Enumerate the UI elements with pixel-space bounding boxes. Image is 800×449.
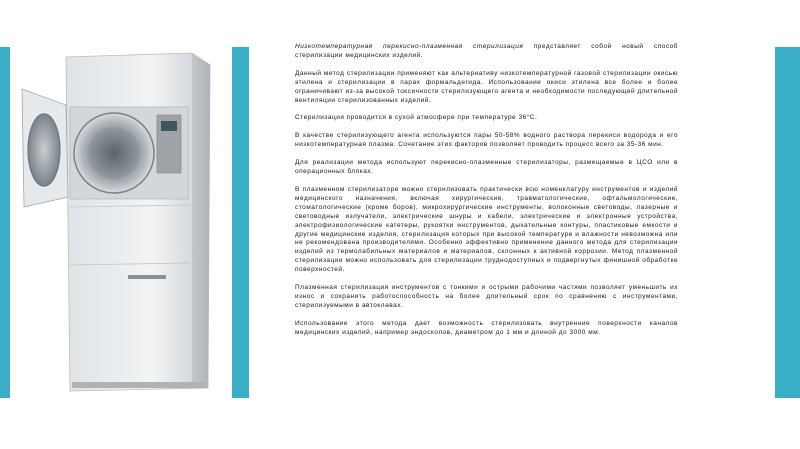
paragraph-8: Использование этого метода дает возможность стерилизовать внутренние поверхности каналов медицинских изделий, например эндоскопов, диаметром до 1 мм и длиной до 3000 мм. xyxy=(295,319,678,336)
paragraph-1-italic: Низкотемпературная перекисно-плазменная стерилизация xyxy=(295,43,524,50)
paragraph-1-rest: представляет собой новый способ стерилизации медицинских изделий. xyxy=(295,43,678,59)
paragraph-6: В плазменном стерилизаторе можно стерилизовать практически всю номенклатуру инструментов и изделий медицинского назначения, включая хирургические, травматологические, офтальмологические, стоматологические (кроме боров), микрохирургические инструменты, волоконные световоды, лазерные и световодные излучатели, электрические шнуры и кабели, электрические и электронные устройства, электрофизиологические катетеры, рукоятки инструментов, дыхательные контуры, пластиковые емкости и другие медицинские изделия, стерилизация которых при высокой температуре и влажности невозможна или не рекомендована производителями. Особенно эффективно применение данного метода для стерилизации изделий из термолабильных материалов и материалов, склонных к активной коррозии. Метод плазменной стерилизации можно использовать для стерилизации труднодоступных и подвергнутых финишной обработке поверхностей. xyxy=(295,185,678,274)
sterilizer-photo xyxy=(10,47,232,398)
article-text xyxy=(295,43,678,347)
paragraph-4: В качестве стерилизующего агента используются пары 50-58% водного раствора перекиси водорода и его низкотемпературная плазма. Сочетание этих факторов позволяет проводить процесс всего за 35-36 мин. xyxy=(295,132,678,149)
paragraph-2: Данный метод стерилизации применяют как альтернативу низкотемпературной газовой стерилизации окисью этилена и стерилизации в парах формальдегида. Использование окиси этилена все более и более ограничивают из-за высокой токсичности стерилизующего агента и необходимости последующей длительной вентиляции стерилизованных изделий. xyxy=(295,69,678,104)
right-accent-band xyxy=(775,47,800,398)
paragraph-3: Стерилизация проводится в сухой атмосфере при температуре 36°С. xyxy=(295,114,538,122)
paragraph-5: Для реализации метода используют перекисно-плазменные стерилизаторы, размещаемые в ЦСО или в операционных блоках. xyxy=(295,159,678,176)
paragraph-7: Плазменная стерилизация инструментов с тонкими и острыми рабочими частями позволяет уменьшить их износ и сохранить работоспособность на более длительный срок по сравнению с инструментами, стерилизуемыми в автоклавах. xyxy=(295,284,678,309)
paragraph-1 xyxy=(295,43,678,61)
